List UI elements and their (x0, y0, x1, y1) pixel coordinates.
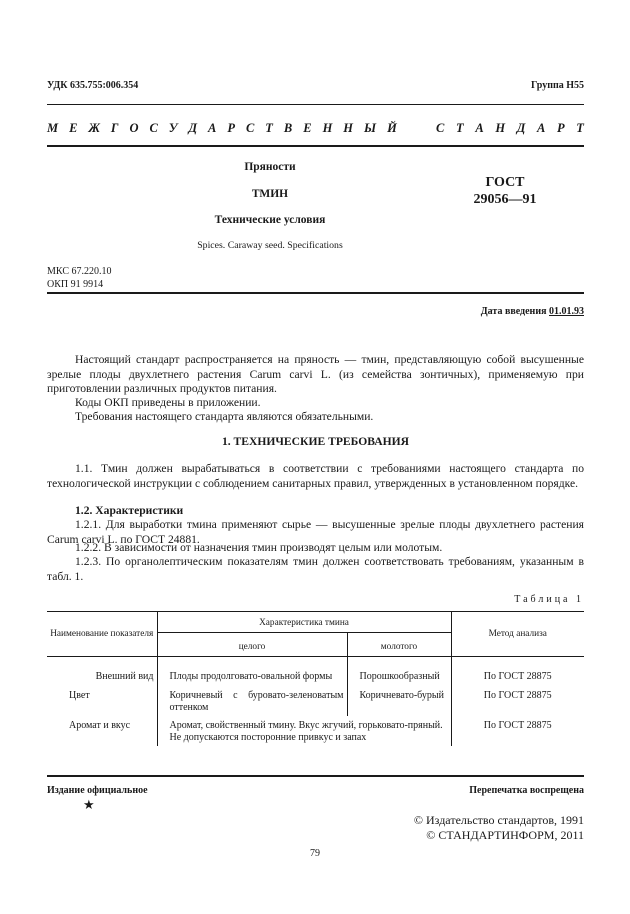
banner-letter: Т (576, 121, 584, 135)
row-name: Цвет (69, 690, 90, 701)
effective-date-value: 01.01.93 (549, 306, 584, 317)
banner-letter: С (245, 121, 255, 135)
clause-1-2-2: 1.2.2. В зависимости от назначения тмин производят целым или молотым. (75, 541, 443, 554)
banner-letter: Д (188, 121, 198, 135)
banner-letter: А (475, 121, 484, 135)
gost-label: ГОСТ (485, 175, 525, 190)
table-label: Таблица 1 (514, 594, 584, 605)
reprint-prohibited: Перепечатка воспрещена (469, 785, 584, 796)
banner-letter: Й (387, 121, 397, 135)
gost-number: 29056—91 (473, 192, 537, 207)
clause-1-1: 1.1. Тмин должен вырабатываться в соответствии с требованиями настоящего стандарта по технологической инструкции с соблюдением санитарных правил, утвержденных в установленном порядке. (47, 462, 584, 490)
row-whole: Плоды продолговато-овальной формы (157, 657, 347, 686)
row-ground: Порошкообразный (347, 657, 451, 686)
banner-letter: Т (456, 121, 464, 135)
row-name: Внешний вид (95, 671, 154, 682)
header-method: Метод анализа (451, 612, 584, 657)
top-rule (47, 104, 584, 105)
doc-title: ТМИН (251, 188, 289, 200)
section-heading: 1. ТЕХНИЧЕСКИЕ ТРЕБОВАНИЯ (221, 435, 410, 448)
banner-letter: С (149, 121, 158, 135)
row-name: Аромат и вкус (69, 720, 131, 731)
table-row (47, 685, 584, 716)
banner-letter: В (283, 121, 293, 135)
banner-letter: Н (495, 121, 506, 135)
intro-paragraph: Настоящий стандарт распространяется на пряность — тмин, представляющую собой высушенные зрелые плоды двухлетнего растения Carum carvi L. (из семейства зонтичных), применяемую при приготовлении различных продуктов питания. (47, 353, 584, 395)
row-method: По ГОСТ 28875 (451, 716, 584, 746)
mandatory-note: Требования настоящего стандарта являются обязательными. (75, 410, 374, 423)
banner-letter: Е (69, 121, 78, 135)
group-code: Группа Н55 (531, 80, 584, 91)
mks-code: МКС 67.220.10 (47, 266, 112, 277)
banner-word-standard (436, 121, 584, 136)
banner-letter: М (47, 121, 59, 135)
banner-rule (47, 145, 584, 147)
header-whole: целого (157, 633, 347, 657)
table-row (47, 657, 584, 686)
header-characteristic: Характеристика тмина (157, 612, 451, 633)
banner-letter: Р (556, 121, 565, 135)
banner-letter: С (436, 121, 445, 135)
udk-code: УДК 635.755:006.354 (47, 80, 139, 91)
table-row (47, 716, 584, 746)
doc-english-title: Spices. Caraway seed. Specifications (197, 240, 343, 251)
banner-word-interstate (47, 121, 397, 136)
banner-letter: А (208, 121, 217, 135)
doc-subtitle: Технические условия (214, 214, 326, 226)
okp-code: ОКП 91 9914 (47, 279, 104, 290)
standard-banner (47, 121, 584, 136)
banner-letter: Д (516, 121, 526, 135)
row-method: По ГОСТ 28875 (451, 657, 584, 686)
banner-letter: У (168, 121, 178, 135)
banner-letter: Ж (88, 121, 100, 135)
banner-letter: Ы (364, 121, 377, 135)
copyright-1991: © Издательство стандартов, 1991 (413, 813, 584, 827)
footer-rule (47, 775, 584, 777)
header-ground: молотого (347, 633, 451, 657)
clause-1-2-3: 1.2.3. По органолептическим показателям тмин должен соответствовать требованиям, указанным в табл. 1. (47, 555, 584, 583)
title-rule (47, 292, 584, 294)
page-number: 79 (310, 848, 320, 859)
banner-letter: Г (110, 121, 119, 135)
effective-date-label: Дата введения (480, 306, 547, 317)
effective-date (481, 306, 584, 317)
clause-1-2-heading: 1.2. Характеристики (75, 504, 184, 517)
row-method: По ГОСТ 28875 (451, 685, 584, 716)
row-merged: Аромат, свойственный тмину. Вкус жгучий, горьковато-пряный. Не допускаются посторонние привкус и запах (157, 716, 451, 746)
banner-letter: Е (303, 121, 312, 135)
copyright-2011: © СТАНДАРТИНФОРМ, 2011 (426, 828, 584, 842)
row-ground: Коричневато-бурый (347, 685, 451, 716)
banner-letter: Н (322, 121, 333, 135)
banner-letter: Н (343, 121, 354, 135)
clause-1-2-1: 1.2.1. Для выработки тмина применяют сырье — высушенные зрелые плоды двухлетнего растения Carum carvi L. по ГОСТ 24881. (47, 518, 584, 546)
banner-letter: А (536, 121, 546, 135)
characteristics-table (47, 612, 584, 746)
header-indicator: Наименование показателя (47, 612, 157, 657)
doc-category: Пряности (244, 161, 296, 173)
row-whole: Коричневый с буровато-зеленоватым оттенком (157, 685, 347, 716)
okp-note: Коды ОКП приведены в приложении. (75, 396, 261, 409)
star-icon: ★ (83, 797, 95, 812)
banner-letter: Р (227, 121, 235, 135)
official-edition: Издание официальное (47, 785, 148, 796)
banner-letter: Т (265, 121, 273, 135)
banner-letter: О (129, 121, 139, 135)
